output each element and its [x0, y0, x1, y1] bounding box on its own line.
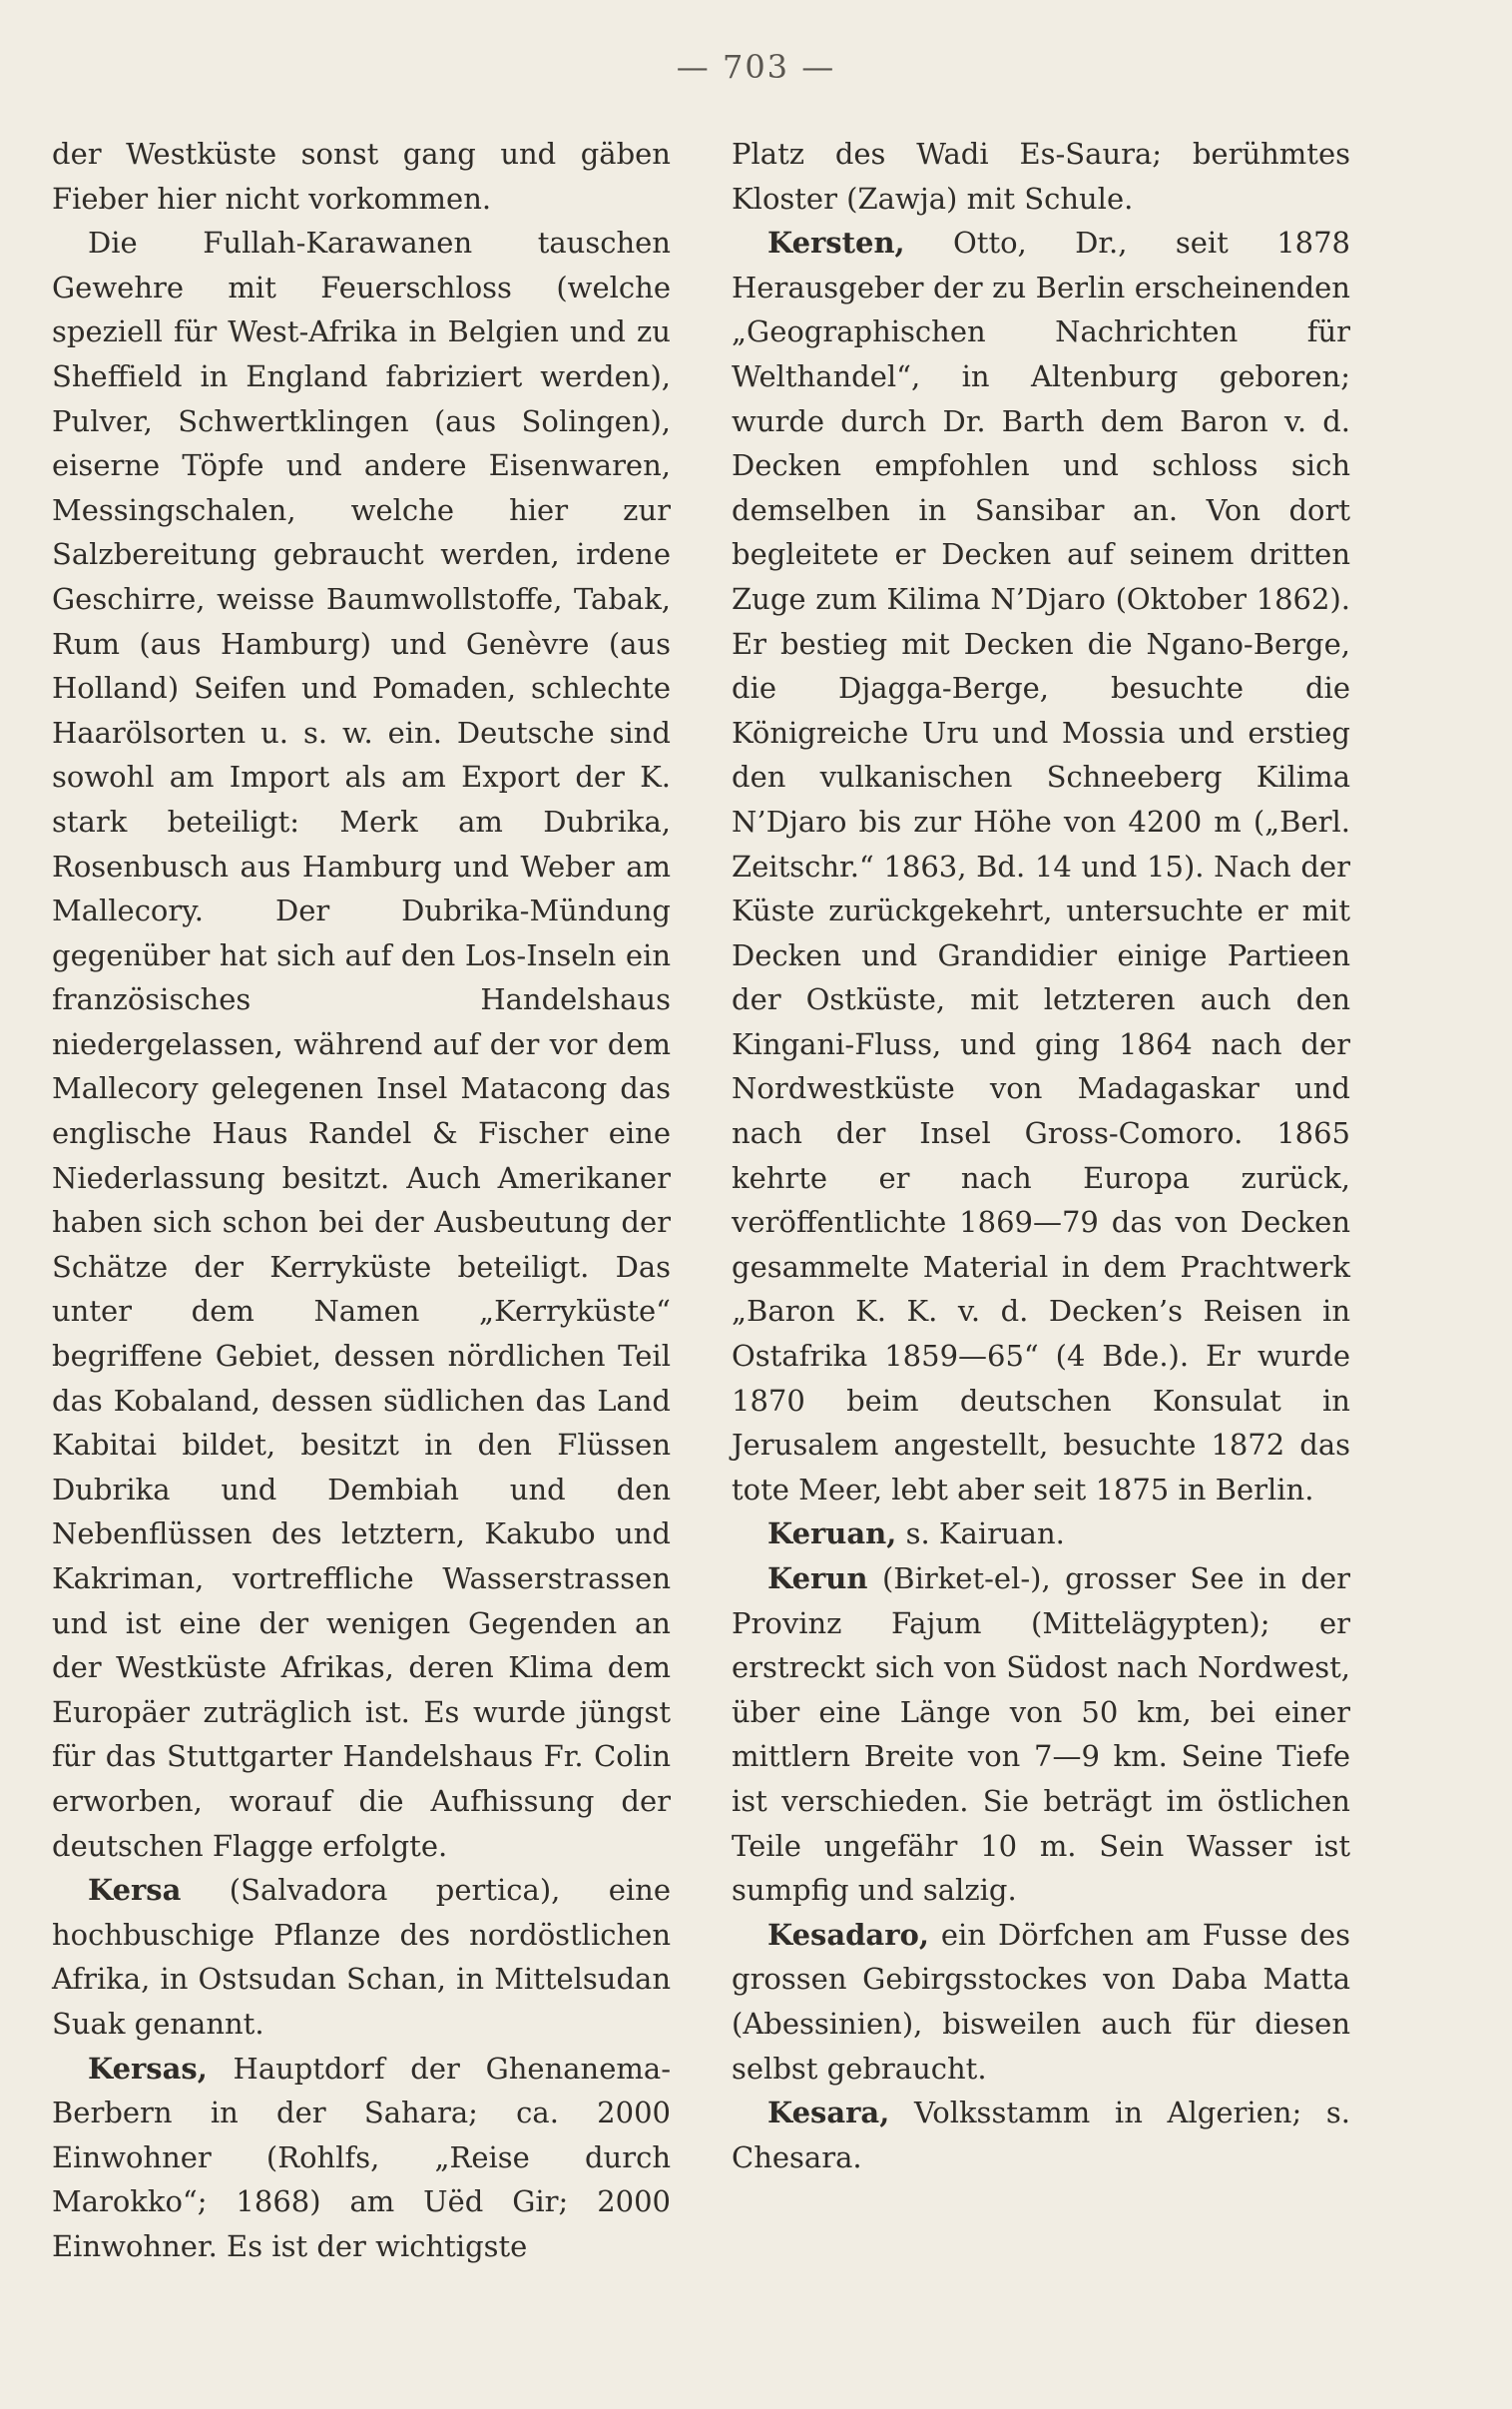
left-column [52, 132, 671, 2269]
paragraph: Platz des Wadi Es-Saura; berühmtes Kloster (Zawja) mit Schule. [732, 137, 1350, 216]
entry-headword: Kesara, [767, 2096, 890, 2130]
entry-kersa: Kersa (Salvadora pertica), eine hochbuschige Pflanze des nordöstlichen Afrika, in Ostsudan Schan, in Mittelsudan Suak genannt. [52, 1873, 671, 2041]
entry-kesara: Kesara, Volksstamm in Algerien; s. Chesara. [732, 2096, 1350, 2174]
entry-headword: Kerun [767, 1561, 868, 1595]
entry-kersas: Kersas, Hauptdorf der Ghenanema-Berbern in der Sahara; ca. 2000 Einwohner (Rohlfs, „Reise durch Marokko“; 1868) am Uëd Gir; 2000 Einwohner. Es ist der wichtigste [52, 2051, 671, 2263]
paragraph: der Westküste sonst gang und gäben Fieber hier nicht vorkommen. [52, 137, 671, 216]
page-number: — 703 — [676, 48, 836, 86]
paragraph: Die Fullah-Karawanen tauschen Gewehre mit Feuerschloss (welche speziell für West-Afrika in Belgien und zu Sheffield in England fabriziert werden), Pulver, Schwertklingen (aus Solingen), eiserne Töpfe und andere Eisenwaren, Messingschalen, welche hier zur Salzbereitung gebraucht werden, irdene Geschirre, weisse Baumwollstoffe, Tabak, Rum (aus Hamburg) und Genèvre (aus Holland) Seifen und Pomaden, schlechte Haarölsorten u. s. w. ein. Deutsche sind sowohl am Import als am Export der K. stark beteiligt: Merk am Dubrika, Rosenbusch aus Hamburg und Weber am Mallecory. Der Dubrika-Mündung gegenüber hat sich auf den Los-Inseln ein französisches Handelshaus niedergelassen, während auf der vor dem Mallecory gelegenen Insel Matacong das englische Haus Randel & Fischer eine Niederlassung besitzt. Auch Amerikaner haben sich schon bei der Ausbeutung der Schätze der Kerryküste beteiligt. Das unter dem Namen „Kerryküste“ begriffene Gebiet, dessen nördlichen Teil das Kobaland, dessen südlichen das Land Kabitai bildet, besitzt in den Flüssen Dubrika und Dembiah und den Nebenflüssen des letztern, Kakubo und Kakriman, vortreffliche Wasserstrassen und ist eine der wenigen Gegenden an der Westküste Afrikas, deren Klima dem Europäer zuträglich ist. Es wurde jüngst für das Stuttgarter Handelshaus Fr. Colin erworben, worauf die Aufhissung der deutschen Flagge erfolgte. [52, 226, 671, 1863]
entry-headword: Keruan, [767, 1516, 897, 1551]
entry-headword: Kersten, [767, 226, 905, 261]
entry-kersten: Kersten, Otto, Dr., seit 1878 Herausgeber der zu Berlin erscheinenden „Geographischen Nachrichten für Welthandel“, in Altenburg geboren; wurde durch Dr. Barth dem Baron v. d. Decken empfohlen und schloss sich demselben in Sansibar an. Von dort begleitete er Decken auf seinem dritten Zuge zum Kilima N’Djaro (Oktober 1862). Er bestieg mit Decken die Ngano-Berge, die Djagga-Berge, besuchte die Königreiche Uru und Mossia und erstieg den vulkanischen Schneeberg Kilima N’Djaro bis zur Höhe von 4200 m („Berl. Zeitschr.“ 1863, Bd. 14 und 15). Nach der Küste zurückgekehrt, untersuchte er mit Decken und Grandidier einige Partieen der Ostküste, mit letzteren auch den Kingani-Fluss, und ging 1864 nach der Nordwestküste von Madagaskar und nach der Insel Gross-Comoro. 1865 kehrte er nach Europa zurück, veröffentlichte 1869—79 das von Decken gesammelte Material in dem Prachtwerk „Baron K. K. v. d. Decken’s Reisen in Ostafrika 1859—65“ (4 Bde.). Er wurde 1870 beim deutschen Konsulat in Jerusalem angestellt, besuchte 1872 das tote Meer, lebt aber seit 1875 in Berlin. [732, 226, 1350, 1506]
entry-headword: Kesadaro, [767, 1917, 929, 1952]
entry-headword: Kersa [88, 1873, 182, 1908]
entry-kesadaro: Kesadaro, ein Dörfchen am Fusse des grossen Gebirgsstockes von Daba Matta (Abessinien), bisweilen auch für diesen selbst gebraucht. [732, 1917, 1350, 2086]
entry-headword: Kersas, [88, 2051, 208, 2086]
right-column [732, 132, 1350, 2179]
entry-kerun: Kerun (Birket-el-), grosser See in der Provinz Fajum (Mittelägypten); er erstreckt sich von Südost nach Nordwest, über eine Länge von 50 km, bei einer mittlern Breite von 7—9 km. Seine Tiefe ist verschieden. Sie beträgt im östlichen Teile ungefähr 10 m. Sein Wasser ist sumpfig und salzig. [732, 1561, 1350, 1908]
entry-keruan: Keruan, s. Kairuan. [767, 1516, 1065, 1551]
